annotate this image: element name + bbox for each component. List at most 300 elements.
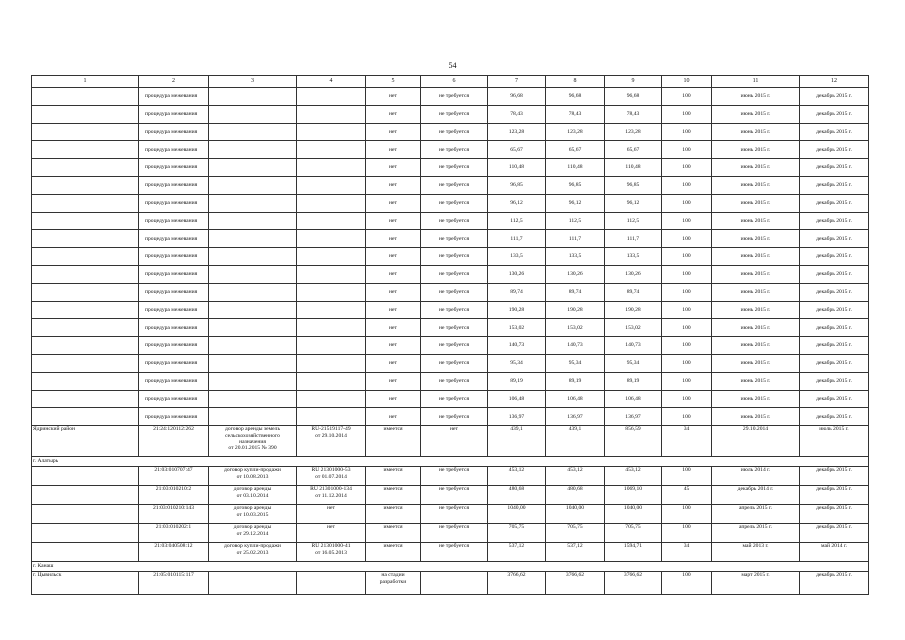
header-cell-4: 4 bbox=[297, 76, 366, 88]
cell-7: 96,85 bbox=[488, 176, 546, 194]
cell-line: от 16.05.2013 bbox=[315, 549, 347, 556]
cell-11: июнь 2015 г. bbox=[712, 212, 800, 230]
cell-1 bbox=[32, 105, 139, 123]
cell-8: 136,97 bbox=[546, 408, 605, 426]
table-row bbox=[32, 265, 869, 283]
data-table bbox=[31, 75, 869, 595]
cell-7: 65,67 bbox=[488, 141, 546, 159]
cell-10: 100 bbox=[662, 265, 712, 283]
cell-9: 3766,62 bbox=[605, 572, 662, 595]
cell-12: декабрь 2015 г. bbox=[800, 230, 869, 248]
cell-line: от 29.12.2014 bbox=[236, 530, 269, 537]
cell-8: 95,34 bbox=[546, 354, 605, 372]
cell-1 bbox=[32, 354, 139, 372]
cell-5: нет bbox=[366, 88, 421, 106]
cell-line: от 20.01.2015 № 390 bbox=[228, 445, 277, 452]
cell-9: 65,67 bbox=[605, 141, 662, 159]
cell-6: не требуется bbox=[421, 176, 488, 194]
cell-1 bbox=[32, 467, 139, 486]
cell-5: имеется bbox=[366, 505, 421, 524]
cell-8: 3766,62 bbox=[546, 572, 605, 595]
cell-6: не требуется bbox=[421, 194, 488, 212]
cell-8: 110,48 bbox=[546, 159, 605, 177]
cell-6: не требуется bbox=[421, 88, 488, 106]
cell-9: 78,43 bbox=[605, 105, 662, 123]
cell-12: декабрь 2015 г. bbox=[800, 248, 869, 266]
cell-5: нет bbox=[366, 105, 421, 123]
cell-1 bbox=[32, 123, 139, 141]
cell-8: 453,12 bbox=[546, 467, 605, 486]
cell-2: процедура межевания bbox=[139, 159, 209, 177]
cell-7: 705,75 bbox=[488, 524, 546, 543]
cell-12: декабрь 2015 г. bbox=[800, 176, 869, 194]
cell-7: 453,12 bbox=[488, 467, 546, 486]
cell-line: нет bbox=[327, 524, 335, 531]
cell-2: 21:03:010707:47 bbox=[139, 467, 209, 486]
cell-4 bbox=[297, 141, 366, 159]
cell-2: 21:05:010115:117 bbox=[139, 572, 209, 595]
cell-6: не требуется bbox=[421, 372, 488, 390]
cell-3 bbox=[209, 408, 297, 426]
table-row bbox=[32, 141, 869, 159]
cell-9: 96,85 bbox=[605, 176, 662, 194]
table-row bbox=[32, 372, 869, 390]
cell-8: 480,68 bbox=[546, 486, 605, 505]
cell-4 bbox=[297, 176, 366, 194]
cell-3 bbox=[209, 212, 297, 230]
table-row bbox=[32, 319, 869, 337]
header-cell-1: 1 bbox=[32, 76, 139, 88]
cell-10: 100 bbox=[662, 123, 712, 141]
cell-1 bbox=[32, 265, 139, 283]
table-header-row bbox=[32, 76, 869, 88]
cell-9: 190,28 bbox=[605, 301, 662, 319]
cell-11: июль 2014 г. bbox=[712, 467, 800, 486]
cell-11: июнь 2015 г. bbox=[712, 337, 800, 355]
cell-8: 705,75 bbox=[546, 524, 605, 543]
cell-8: 190,28 bbox=[546, 301, 605, 319]
cell-2: процедура межевания bbox=[139, 408, 209, 426]
cell-3 bbox=[209, 524, 297, 543]
cell-7: 96,68 bbox=[488, 88, 546, 106]
cell-10: 100 bbox=[662, 505, 712, 524]
cell-6: не требуется bbox=[421, 337, 488, 355]
cell-3 bbox=[209, 283, 297, 301]
cell-1 bbox=[32, 505, 139, 524]
table-row bbox=[32, 159, 869, 177]
cell-1: г. Цывильск bbox=[32, 572, 139, 595]
cell-11: июнь 2015 г. bbox=[712, 123, 800, 141]
cell-6: не требуется bbox=[421, 505, 488, 524]
cell-3 bbox=[209, 265, 297, 283]
cell-12: декабрь 2015 г. bbox=[800, 159, 869, 177]
cell-3 bbox=[209, 372, 297, 390]
cell-8: 89,74 bbox=[546, 283, 605, 301]
cell-12: декабрь 2015 г. bbox=[800, 88, 869, 106]
cell-line: от 11.12.2014 bbox=[315, 492, 347, 499]
cell-12: май 2014 г. bbox=[800, 543, 869, 562]
cell-line: от 29.10.2014 bbox=[315, 432, 347, 439]
cell-3 bbox=[209, 194, 297, 212]
cell-4 bbox=[297, 543, 366, 562]
section-row bbox=[32, 457, 869, 467]
cell-4 bbox=[297, 426, 366, 457]
cell-9: 89,74 bbox=[605, 283, 662, 301]
cell-6: не требуется bbox=[421, 390, 488, 408]
header-cell-11: 11 bbox=[712, 76, 800, 88]
cell-1 bbox=[32, 248, 139, 266]
cell-11: июнь 2015 г. bbox=[712, 159, 800, 177]
cell-1 bbox=[32, 301, 139, 319]
cell-6: не требуется bbox=[421, 123, 488, 141]
cell-3 bbox=[209, 505, 297, 524]
cell-9: 95,34 bbox=[605, 354, 662, 372]
cell-line: назначения bbox=[239, 438, 266, 445]
cell-2: процедура межевания bbox=[139, 212, 209, 230]
cell-1 bbox=[32, 524, 139, 543]
cell-10: 100 bbox=[662, 372, 712, 390]
cell-12: декабрь 2015 г. bbox=[800, 390, 869, 408]
cell-5: нет bbox=[366, 230, 421, 248]
cell-3 bbox=[209, 572, 297, 595]
cell-7: 89,19 bbox=[488, 372, 546, 390]
cell-5 bbox=[366, 572, 421, 595]
cell-12: декабрь 2015 г. bbox=[800, 486, 869, 505]
table-row bbox=[32, 194, 869, 212]
cell-9: 123,28 bbox=[605, 123, 662, 141]
cell-12: декабрь 2015 г. bbox=[800, 301, 869, 319]
cell-12: декабрь 2015 г. bbox=[800, 372, 869, 390]
cell-6: не требуется bbox=[421, 265, 488, 283]
cell-7: 95,34 bbox=[488, 354, 546, 372]
cell-5: имеется bbox=[366, 426, 421, 457]
cell-6: не требуется bbox=[421, 354, 488, 372]
cell-9: 96,68 bbox=[605, 88, 662, 106]
cell-10: 100 bbox=[662, 301, 712, 319]
cell-1 bbox=[32, 408, 139, 426]
cell-9: 133,5 bbox=[605, 248, 662, 266]
cell-8: 439,1 bbox=[546, 426, 605, 457]
cell-5: имеется bbox=[366, 467, 421, 486]
cell-11: июнь 2015 г. bbox=[712, 372, 800, 390]
cell-line: от 01.07.2014 bbox=[315, 473, 347, 480]
cell-9: 89,19 bbox=[605, 372, 662, 390]
cell-10: 100 bbox=[662, 524, 712, 543]
cell-7: 111,7 bbox=[488, 230, 546, 248]
cell-11: июнь 2015 г. bbox=[712, 105, 800, 123]
cell-9: 1594,71 bbox=[605, 543, 662, 562]
cell-line: нет bbox=[327, 505, 335, 512]
table-row bbox=[32, 572, 869, 595]
cell-10: 100 bbox=[662, 319, 712, 337]
cell-6: не требуется bbox=[421, 486, 488, 505]
table-row bbox=[32, 337, 869, 355]
cell-3 bbox=[209, 123, 297, 141]
cell-6: не требуется bbox=[421, 248, 488, 266]
cell-10: 100 bbox=[662, 337, 712, 355]
cell-7: 112,5 bbox=[488, 212, 546, 230]
cell-4 bbox=[297, 524, 366, 543]
cell-10: 100 bbox=[662, 467, 712, 486]
cell-10: 100 bbox=[662, 88, 712, 106]
cell-7: 106,48 bbox=[488, 390, 546, 408]
cell-2: 21:24:120112:262 bbox=[139, 426, 209, 457]
cell-3 bbox=[209, 105, 297, 123]
header-cell-6: 6 bbox=[421, 76, 488, 88]
cell-9: 130,26 bbox=[605, 265, 662, 283]
cell-6 bbox=[421, 572, 488, 595]
cell-11: июнь 2015 г. bbox=[712, 88, 800, 106]
cell-4 bbox=[297, 230, 366, 248]
cell-8: 78,43 bbox=[546, 105, 605, 123]
cell-3 bbox=[209, 88, 297, 106]
table-row bbox=[32, 230, 869, 248]
cell-line: RU 21301000-53 bbox=[311, 467, 351, 474]
cell-2: 21:03:010210:143 bbox=[139, 505, 209, 524]
cell-8: 140,73 bbox=[546, 337, 605, 355]
cell-10: 100 bbox=[662, 408, 712, 426]
section-title: г. Алатырь bbox=[32, 457, 869, 467]
cell-2: процедура межевания bbox=[139, 123, 209, 141]
cell-4 bbox=[297, 212, 366, 230]
cell-8: 111,7 bbox=[546, 230, 605, 248]
cell-1 bbox=[32, 543, 139, 562]
cell-8: 96,68 bbox=[546, 88, 605, 106]
cell-12: декабрь 2015 г. bbox=[800, 283, 869, 301]
cell-line: договор купли-продажи bbox=[224, 543, 281, 550]
cell-line: договор аренды bbox=[233, 524, 272, 531]
cell-1 bbox=[32, 194, 139, 212]
cell-8: 133,5 bbox=[546, 248, 605, 266]
cell-9: 136,97 bbox=[605, 408, 662, 426]
cell-6: не требуется bbox=[421, 159, 488, 177]
cell-11: июнь 2015 г. bbox=[712, 265, 800, 283]
table-row bbox=[32, 88, 869, 106]
cell-3 bbox=[209, 319, 297, 337]
cell-9: 1040,00 bbox=[605, 505, 662, 524]
cell-5: нет bbox=[366, 141, 421, 159]
cell-1 bbox=[32, 230, 139, 248]
cell-2: процедура межевания bbox=[139, 265, 209, 283]
cell-line: договор аренды bbox=[233, 505, 272, 512]
cell-4 bbox=[297, 372, 366, 390]
cell-line: на стадии bbox=[381, 572, 405, 579]
cell-7: 78,43 bbox=[488, 105, 546, 123]
cell-12: декабрь 2015 г. bbox=[800, 265, 869, 283]
cell-9: 111,7 bbox=[605, 230, 662, 248]
table-row bbox=[32, 105, 869, 123]
cell-10: 34 bbox=[662, 426, 712, 457]
cell-9: 856,59 bbox=[605, 426, 662, 457]
cell-11: май 2013 г. bbox=[712, 543, 800, 562]
cell-2: процедура межевания bbox=[139, 88, 209, 106]
table-row bbox=[32, 426, 869, 457]
cell-4 bbox=[297, 408, 366, 426]
cell-8: 106,48 bbox=[546, 390, 605, 408]
cell-5: нет bbox=[366, 354, 421, 372]
cell-3 bbox=[209, 159, 297, 177]
cell-5: имеется bbox=[366, 486, 421, 505]
cell-4 bbox=[297, 105, 366, 123]
cell-1 bbox=[32, 319, 139, 337]
cell-line: договор аренды bbox=[233, 486, 272, 493]
cell-5: нет bbox=[366, 283, 421, 301]
cell-11: март 2015 г. bbox=[712, 572, 800, 595]
cell-3 bbox=[209, 390, 297, 408]
cell-10: 100 bbox=[662, 248, 712, 266]
cell-line: сельскохозяйственного bbox=[225, 432, 280, 439]
cell-2: процедура межевания bbox=[139, 283, 209, 301]
cell-8: 96,12 bbox=[546, 194, 605, 212]
table-row bbox=[32, 467, 869, 486]
cell-5: нет bbox=[366, 337, 421, 355]
cell-11: июнь 2015 г. bbox=[712, 230, 800, 248]
cell-10: 100 bbox=[662, 354, 712, 372]
cell-9: 110,48 bbox=[605, 159, 662, 177]
cell-11: декабрь 2014 г. bbox=[712, 486, 800, 505]
section-title: г. Канаш bbox=[32, 562, 869, 572]
cell-4 bbox=[297, 283, 366, 301]
cell-3 bbox=[209, 486, 297, 505]
cell-4 bbox=[297, 319, 366, 337]
cell-10: 100 bbox=[662, 194, 712, 212]
cell-5: нет bbox=[366, 194, 421, 212]
cell-3 bbox=[209, 248, 297, 266]
cell-11: июнь 2015 г. bbox=[712, 408, 800, 426]
cell-12: декабрь 2015 г. bbox=[800, 524, 869, 543]
cell-1 bbox=[32, 372, 139, 390]
cell-2: 21:03:010210:2 bbox=[139, 486, 209, 505]
cell-2: процедура межевания bbox=[139, 176, 209, 194]
cell-7: 130,26 bbox=[488, 265, 546, 283]
cell-8: 123,28 bbox=[546, 123, 605, 141]
table-row bbox=[32, 301, 869, 319]
cell-11: июнь 2015 г. bbox=[712, 390, 800, 408]
cell-10: 100 bbox=[662, 176, 712, 194]
cell-7: 89,74 bbox=[488, 283, 546, 301]
cell-2: процедура межевания bbox=[139, 337, 209, 355]
cell-11: апрель 2015 г. bbox=[712, 505, 800, 524]
table-row bbox=[32, 524, 869, 543]
cell-3 bbox=[209, 141, 297, 159]
cell-2: 21:03:010202:1 bbox=[139, 524, 209, 543]
cell-6: не требуется bbox=[421, 212, 488, 230]
cell-11: июнь 2015 г. bbox=[712, 354, 800, 372]
cell-1 bbox=[32, 88, 139, 106]
cell-4 bbox=[297, 248, 366, 266]
cell-5: нет bbox=[366, 248, 421, 266]
cell-8: 89,19 bbox=[546, 372, 605, 390]
cell-12: декабрь 2015 г. bbox=[800, 123, 869, 141]
cell-8: 65,67 bbox=[546, 141, 605, 159]
table-row bbox=[32, 212, 869, 230]
cell-2: процедура межевания bbox=[139, 230, 209, 248]
cell-4 bbox=[297, 194, 366, 212]
cell-5: имеется bbox=[366, 543, 421, 562]
header-cell-9: 9 bbox=[605, 76, 662, 88]
table-row bbox=[32, 248, 869, 266]
cell-2: процедура межевания bbox=[139, 301, 209, 319]
cell-6: не требуется bbox=[421, 319, 488, 337]
cell-11: июнь 2015 г. bbox=[712, 194, 800, 212]
table-row bbox=[32, 486, 869, 505]
cell-8: 153,02 bbox=[546, 319, 605, 337]
cell-5: нет bbox=[366, 319, 421, 337]
cell-11: июнь 2015 г. bbox=[712, 248, 800, 266]
cell-10: 100 bbox=[662, 390, 712, 408]
cell-7: 3766,62 bbox=[488, 572, 546, 595]
cell-1 bbox=[32, 283, 139, 301]
cell-7: 480,68 bbox=[488, 486, 546, 505]
cell-7: 136,97 bbox=[488, 408, 546, 426]
cell-line: разработки bbox=[379, 578, 407, 585]
cell-4 bbox=[297, 123, 366, 141]
cell-8: 112,5 bbox=[546, 212, 605, 230]
cell-1 bbox=[32, 337, 139, 355]
cell-4 bbox=[297, 337, 366, 355]
cell-10: 45 bbox=[662, 486, 712, 505]
cell-3 bbox=[209, 337, 297, 355]
cell-12: декабрь 2015 г. bbox=[800, 354, 869, 372]
cell-5: нет bbox=[366, 372, 421, 390]
cell-1: Ядринский район bbox=[32, 426, 139, 457]
cell-8: 537,12 bbox=[546, 543, 605, 562]
cell-10: 100 bbox=[662, 159, 712, 177]
cell-3 bbox=[209, 176, 297, 194]
cell-11: 29.10.2014 bbox=[712, 426, 800, 457]
cell-9: 453,12 bbox=[605, 467, 662, 486]
cell-12: декабрь 2015 г. bbox=[800, 337, 869, 355]
cell-line: RU 21301000-134 bbox=[310, 486, 352, 493]
cell-line: от 25.02.2013 bbox=[236, 549, 269, 556]
cell-6: не требуется bbox=[421, 283, 488, 301]
cell-6: не требуется bbox=[421, 105, 488, 123]
table-row bbox=[32, 408, 869, 426]
cell-3 bbox=[209, 301, 297, 319]
header-cell-12: 12 bbox=[800, 76, 869, 88]
cell-5: нет bbox=[366, 159, 421, 177]
cell-10: 100 bbox=[662, 230, 712, 248]
cell-7: 153,02 bbox=[488, 319, 546, 337]
cell-line: от 03.10.2014 bbox=[236, 492, 269, 499]
cell-11: июнь 2015 г. bbox=[712, 283, 800, 301]
table-row bbox=[32, 354, 869, 372]
cell-line: договор аренды земель bbox=[224, 426, 280, 433]
cell-7: 439,1 bbox=[488, 426, 546, 457]
cell-4 bbox=[297, 265, 366, 283]
cell-8: 130,26 bbox=[546, 265, 605, 283]
cell-5: нет bbox=[366, 408, 421, 426]
cell-1 bbox=[32, 486, 139, 505]
cell-2: 21:03:040508:12 bbox=[139, 543, 209, 562]
cell-line: RU 21301000-41 bbox=[311, 543, 351, 550]
cell-2: процедура межевания bbox=[139, 354, 209, 372]
header-cell-3: 3 bbox=[209, 76, 297, 88]
cell-9: 705,75 bbox=[605, 524, 662, 543]
cell-7: 537,12 bbox=[488, 543, 546, 562]
table-row bbox=[32, 505, 869, 524]
cell-6: не требуется bbox=[421, 301, 488, 319]
cell-11: июнь 2015 г. bbox=[712, 319, 800, 337]
cell-line: от 10.08.2013 bbox=[236, 473, 269, 480]
cell-5: нет bbox=[366, 301, 421, 319]
cell-9: 1069,10 bbox=[605, 486, 662, 505]
cell-10: 100 bbox=[662, 212, 712, 230]
cell-6: не требуется bbox=[421, 230, 488, 248]
cell-4 bbox=[297, 505, 366, 524]
cell-9: 153,02 bbox=[605, 319, 662, 337]
cell-1 bbox=[32, 141, 139, 159]
